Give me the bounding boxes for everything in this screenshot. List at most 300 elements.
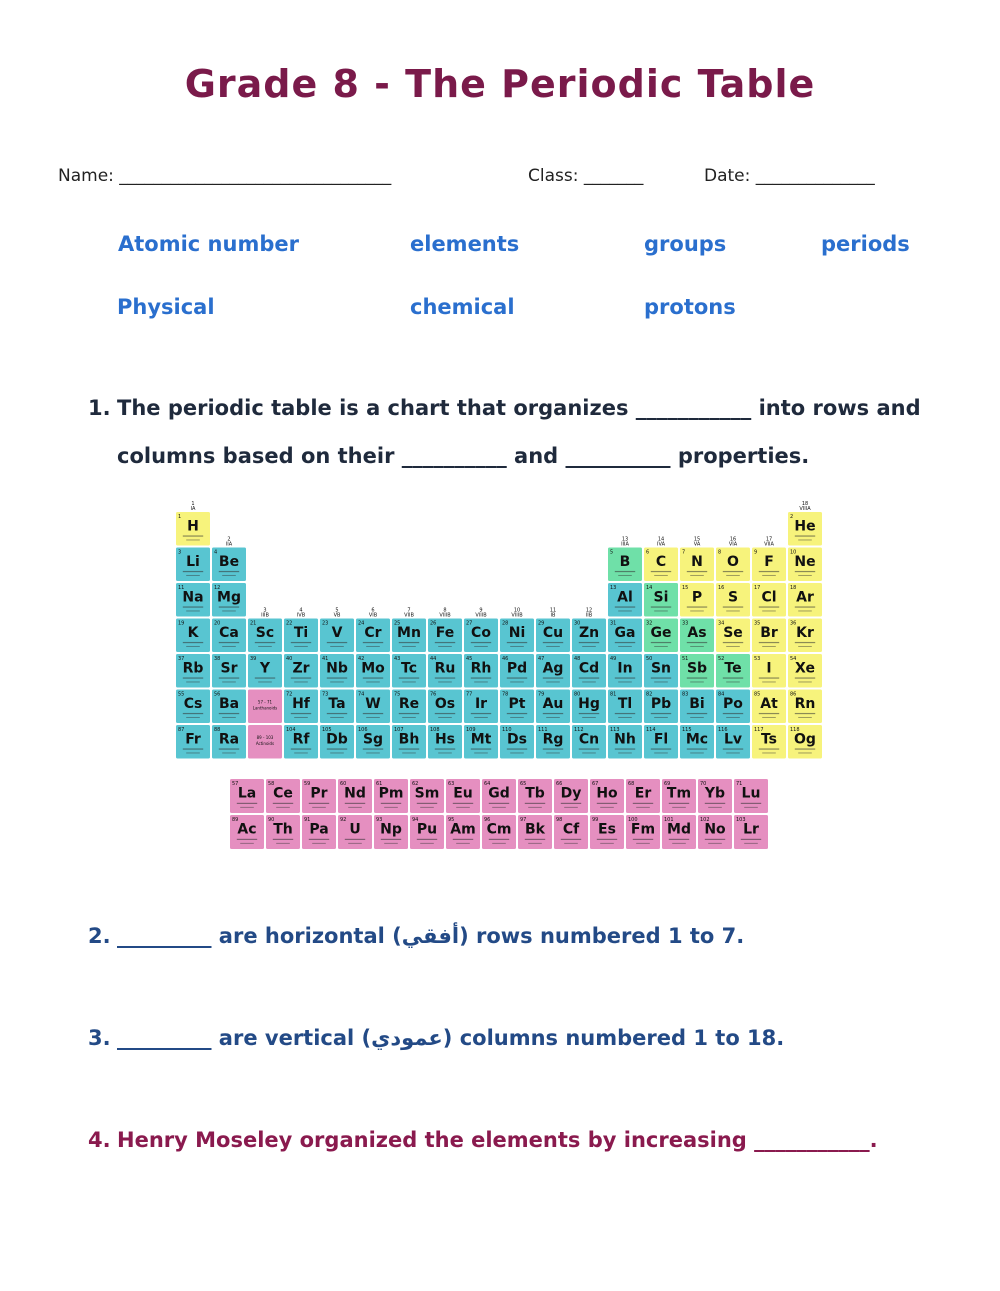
element-name-line (291, 748, 311, 749)
element-weight-line (744, 843, 758, 844)
element-name-line (525, 803, 545, 804)
atomic-number: 97 (520, 817, 527, 823)
element-symbol: U (349, 821, 361, 838)
element-name-line (651, 677, 671, 678)
element-name-line (579, 642, 599, 643)
element-symbol: Np (380, 821, 402, 838)
element-name-line (795, 535, 815, 536)
element-weight-line (348, 843, 362, 844)
element-name-line (795, 571, 815, 572)
element-cell-cl (752, 583, 786, 617)
atomic-number: 10 (790, 549, 797, 556)
element-weight-line (366, 646, 380, 647)
element-weight-line (654, 610, 668, 611)
element-cell-ag (536, 654, 570, 688)
group-label: 1 (191, 501, 195, 507)
element-symbol: S (727, 589, 739, 606)
atomic-number: 4 (214, 549, 218, 556)
group-label: 11 (549, 607, 557, 614)
element-weight-line (384, 807, 398, 808)
atomic-number: 38 (214, 656, 221, 662)
element-cell-rg (536, 725, 570, 759)
atomic-number: 55 (178, 691, 185, 698)
element-symbol: O (727, 553, 739, 570)
element-name-line (651, 642, 671, 643)
element-name-line (327, 713, 347, 714)
element-name-line (597, 803, 617, 804)
element-weight-line (618, 646, 632, 647)
word-bank-item: Atomic number (118, 232, 299, 256)
date-field[interactable]: Date: ______________ (704, 166, 875, 186)
element-weight-line (312, 843, 326, 844)
element-name-line (489, 839, 509, 840)
element-weight-line (708, 843, 722, 844)
element-symbol: Re (398, 695, 420, 712)
element-weight-line (330, 681, 344, 682)
atomic-number: 99 (592, 817, 599, 823)
element-name-line (525, 839, 545, 840)
atomic-number: 102 (700, 817, 710, 823)
element-symbol: Lv (723, 731, 743, 748)
element-weight-line (636, 843, 650, 844)
atomic-number: 96 (484, 817, 491, 823)
element-symbol: Zr (292, 660, 310, 677)
element-name-line (795, 642, 815, 643)
element-name-line (579, 713, 599, 714)
element-weight-line (294, 752, 308, 753)
element-weight-line (330, 717, 344, 718)
atomic-number: 8 (718, 549, 722, 556)
element-symbol: Ne (794, 553, 816, 570)
atomic-number: 90 (268, 817, 275, 823)
group-label: VIIIB (511, 612, 523, 619)
element-name-line (543, 677, 563, 678)
atomic-number: 72 (286, 691, 293, 698)
group-label: IVA (657, 541, 665, 548)
element-cell-sm (410, 779, 444, 813)
element-weight-line (690, 717, 704, 718)
class-field[interactable]: Class: _______ (528, 166, 644, 186)
element-name-line (381, 839, 401, 840)
question-1-line-1 (88, 396, 921, 420)
question-1-line-2: columns based on their __________ and __________ properties. (117, 444, 810, 468)
question-number: 1. (88, 396, 111, 420)
element-cell-ar (788, 583, 822, 617)
element-cell-sr (212, 654, 246, 688)
element-name-line (759, 713, 779, 714)
element-symbol: Cm (486, 821, 512, 838)
element-cell-hg (572, 690, 606, 724)
element-weight-line (492, 843, 506, 844)
element-weight-line (438, 752, 452, 753)
atomic-number: 84 (718, 691, 725, 698)
element-weight-line (726, 575, 740, 576)
element-name-line (453, 839, 473, 840)
group-label: 3 (263, 607, 267, 614)
element-symbol: Sb (686, 660, 708, 677)
element-cell-in (608, 654, 642, 688)
element-symbol: Fr (185, 731, 201, 748)
element-name-line (795, 677, 815, 678)
element-name-line (543, 713, 563, 714)
element-name-line (381, 803, 401, 804)
element-cell-zr (284, 654, 318, 688)
atomic-number: 95 (448, 817, 455, 823)
element-name-line (435, 748, 455, 749)
atomic-number: 16 (718, 585, 725, 591)
atomic-number: 5 (610, 549, 614, 556)
element-symbol: Br (760, 624, 778, 641)
element-name-line (399, 713, 419, 714)
element-weight-line (654, 681, 668, 682)
element-cell-k (176, 619, 210, 653)
element-weight-line (258, 646, 272, 647)
element-weight-line (798, 646, 812, 647)
group-label: 16 (729, 536, 737, 543)
element-symbol: Y (259, 660, 271, 677)
element-symbol: Au (542, 695, 564, 712)
atomic-number: 18 (790, 585, 797, 591)
element-cell-yb (698, 779, 732, 813)
element-cell-sb (680, 654, 714, 688)
atomic-number: 17 (754, 585, 761, 591)
element-weight-line (618, 717, 632, 718)
element-symbol: Ag (542, 660, 564, 677)
element-weight-line (600, 843, 614, 844)
group-label: VB (333, 612, 341, 619)
element-cell-cd (572, 654, 606, 688)
atomic-number: 32 (646, 620, 653, 627)
element-weight-line (474, 717, 488, 718)
element-name-line (723, 606, 743, 607)
atomic-number: 80 (574, 691, 581, 698)
element-name-line (705, 839, 725, 840)
element-weight-line (276, 843, 290, 844)
atomic-number: 23 (322, 620, 329, 627)
group-label: 15 (693, 536, 701, 543)
element-symbol: Pr (310, 785, 328, 802)
element-cell-mt (464, 725, 498, 759)
element-symbol: Cr (364, 624, 382, 641)
question-3 (88, 1026, 784, 1050)
element-weight-line (474, 646, 488, 647)
element-cell-ds (500, 725, 534, 759)
element-cell-la (230, 779, 264, 813)
element-name-line (507, 748, 527, 749)
element-weight-line (564, 807, 578, 808)
atomic-number: 113 (610, 727, 620, 733)
element-weight-line (690, 646, 704, 647)
atomic-number: 25 (394, 620, 401, 627)
element-symbol: Fe (435, 624, 455, 641)
element-weight-line (762, 717, 776, 718)
element-symbol: Ca (219, 624, 239, 641)
question-text: _________ are horizontal (أفقي) rows numbered 1 to 7. (117, 924, 745, 948)
element-name-line (543, 642, 563, 643)
element-name-line (723, 748, 743, 749)
group-label: 8 (443, 607, 447, 614)
atomic-number: 54 (790, 656, 797, 662)
atomic-number: 30 (574, 620, 581, 627)
word-bank-item: protons (644, 295, 736, 319)
element-symbol: Ba (218, 695, 240, 712)
element-name-line (327, 677, 347, 678)
element-weight-line (798, 717, 812, 718)
atomic-number: 116 (718, 727, 728, 733)
element-cell-fl (644, 725, 678, 759)
element-name-line (615, 642, 635, 643)
element-name-line (507, 642, 527, 643)
element-cell-rh (464, 654, 498, 688)
atomic-number: 50 (646, 656, 653, 662)
element-name-line (219, 606, 239, 607)
element-name-line (273, 839, 293, 840)
atomic-number: 65 (520, 781, 527, 787)
element-name-line (435, 713, 455, 714)
element-symbol: Es (598, 821, 616, 838)
element-name-line (219, 571, 239, 572)
element-name-line (183, 606, 203, 607)
element-name-line (345, 839, 365, 840)
element-name-line (723, 642, 743, 643)
element-symbol: Hg (578, 695, 600, 712)
element-weight-line (618, 681, 632, 682)
element-symbol: Ru (434, 660, 456, 677)
element-weight-line (186, 646, 200, 647)
element-weight-line (762, 646, 776, 647)
element-weight-line (438, 681, 452, 682)
element-symbol: Pt (508, 695, 526, 712)
element-name-line (255, 677, 275, 678)
element-name-line (219, 748, 239, 749)
atomic-number: 41 (322, 656, 329, 662)
element-cell-th (266, 815, 300, 849)
element-cell-i (752, 654, 786, 688)
element-symbol: Ni (508, 624, 526, 641)
atomic-number: 7 (682, 549, 686, 556)
element-cell-lu (734, 779, 768, 813)
atomic-number: 88 (214, 727, 221, 733)
atomic-number: 9 (754, 549, 758, 556)
element-weight-line (510, 717, 524, 718)
element-weight-line (384, 843, 398, 844)
atomic-number: 101 (664, 817, 674, 823)
group-label: VIIIA (799, 506, 811, 512)
element-cell-mn (392, 619, 426, 653)
element-weight-line (726, 610, 740, 611)
element-weight-line (528, 843, 542, 844)
question-number: 4. (88, 1128, 111, 1152)
group-label: 5 (335, 607, 339, 614)
element-name-line (183, 535, 203, 536)
element-cell-he (788, 512, 822, 546)
element-symbol: Os (434, 695, 456, 712)
atomic-number: 12 (214, 585, 221, 591)
atomic-number: 27 (466, 620, 473, 627)
element-cell-nb (320, 654, 354, 688)
atomic-number: 53 (754, 656, 761, 662)
element-weight-line (582, 681, 596, 682)
element-cell-pb (644, 690, 678, 724)
element-cell-as (680, 619, 714, 653)
element-weight-line (492, 807, 506, 808)
element-symbol: Ds (507, 731, 527, 748)
atomic-number: 69 (664, 781, 671, 787)
element-weight-line (762, 681, 776, 682)
element-cell-db (320, 725, 354, 759)
atomic-number: 49 (610, 656, 617, 662)
element-symbol: As (687, 624, 707, 641)
element-symbol: Tb (525, 785, 545, 802)
atomic-number: 75 (394, 691, 401, 698)
atomic-number: 79 (538, 691, 545, 698)
element-name-line (273, 803, 293, 804)
periodic-table-svg (176, 496, 824, 856)
element-name-line (309, 803, 329, 804)
group-label: 6 (371, 607, 375, 614)
element-name-line (399, 642, 419, 643)
atomic-number: 1 (178, 514, 182, 520)
element-cell-fm (626, 815, 660, 849)
atomic-number: 118 (790, 727, 800, 733)
atomic-number: 111 (538, 727, 548, 733)
element-cell-co (464, 619, 498, 653)
atomic-number: 100 (628, 817, 638, 823)
element-symbol: Se (723, 624, 743, 641)
element-symbol: Dy (560, 785, 582, 802)
group-label: VIIA (764, 541, 774, 548)
element-weight-line (186, 575, 200, 576)
element-name-line (183, 748, 203, 749)
element-cell-cn (572, 725, 606, 759)
element-name-line (687, 713, 707, 714)
element-weight-line (798, 681, 812, 682)
atomic-number: 21 (250, 620, 257, 627)
element-cell-nd (338, 779, 372, 813)
element-symbol: Sn (650, 660, 672, 677)
atomic-number: 29 (538, 620, 545, 627)
element-weight-line (348, 807, 362, 808)
element-weight-line (222, 610, 236, 611)
element-cell-gd (482, 779, 516, 813)
element-cell-cu (536, 619, 570, 653)
element-name-line (219, 677, 239, 678)
element-weight-line (582, 646, 596, 647)
element-symbol: Co (471, 624, 491, 641)
element-name-line (435, 642, 455, 643)
element-weight-line (222, 681, 236, 682)
placeholder-label: 57 - 71 (257, 699, 273, 705)
word-bank-item: elements (410, 232, 520, 256)
element-name-line (705, 803, 725, 804)
element-symbol: La (237, 785, 257, 802)
element-name-line (687, 606, 707, 607)
element-cell-md (662, 815, 696, 849)
element-name-line (579, 677, 599, 678)
element-name-line (615, 748, 635, 749)
element-name-line (687, 571, 707, 572)
element-symbol: Ir (474, 695, 488, 712)
element-cell-p (680, 583, 714, 617)
atomic-number: 31 (610, 620, 617, 627)
element-symbol: Ti (293, 624, 309, 641)
element-symbol: Db (326, 731, 348, 748)
element-cell-tb (518, 779, 552, 813)
group-label: IIA (225, 541, 233, 548)
atomic-number: 85 (754, 691, 761, 698)
element-cell-f (752, 548, 786, 582)
element-cell-re (392, 690, 426, 724)
group-label: VIIIB (475, 612, 487, 619)
element-name-line (759, 606, 779, 607)
element-name-line (471, 713, 491, 714)
element-weight-line (222, 717, 236, 718)
atomic-number: 82 (646, 691, 653, 698)
name-field[interactable]: Name: ________________________________ (58, 166, 392, 186)
element-symbol: Ra (218, 731, 240, 748)
element-weight-line (798, 752, 812, 753)
atomic-number: 45 (466, 656, 473, 662)
element-weight-line (456, 807, 470, 808)
element-cell-b (608, 548, 642, 582)
atomic-number: 3 (178, 549, 182, 556)
atomic-number: 11 (178, 585, 185, 591)
element-weight-line (438, 646, 452, 647)
element-symbol: Cl (761, 589, 777, 606)
element-cell-pt (500, 690, 534, 724)
element-symbol: Bi (689, 695, 705, 712)
element-symbol: Kr (796, 624, 814, 641)
element-weight-line (186, 752, 200, 753)
question-number: 3. (88, 1026, 111, 1050)
element-symbol: Na (182, 589, 204, 606)
question-2 (88, 924, 744, 948)
element-cell-sn (644, 654, 678, 688)
group-label: IIIB (261, 612, 269, 619)
element-cell-lr (734, 815, 768, 849)
element-cell-po (716, 690, 750, 724)
element-name-line (615, 606, 635, 607)
element-cell-mo (356, 654, 390, 688)
element-name-line (615, 713, 635, 714)
element-name-line (795, 713, 815, 714)
element-weight-line (744, 807, 758, 808)
element-cell-mc (680, 725, 714, 759)
element-name-line (417, 803, 437, 804)
element-symbol: Bh (398, 731, 420, 748)
element-name-line (435, 677, 455, 678)
element-weight-line (690, 752, 704, 753)
atomic-number: 20 (214, 620, 221, 627)
element-name-line (561, 839, 581, 840)
placeholder-label: 89 - 103 (256, 735, 274, 740)
element-cell-ga (608, 619, 642, 653)
element-cell-ra (212, 725, 246, 759)
element-symbol: Ge (650, 624, 672, 641)
element-name-line (687, 642, 707, 643)
element-cell-eu (446, 779, 480, 813)
atomic-number: 115 (682, 727, 692, 733)
element-cell-kr (788, 619, 822, 653)
element-cell-li (176, 548, 210, 582)
element-cell-np (374, 815, 408, 849)
atomic-number: 71 (736, 781, 743, 787)
atomic-number: 58 (268, 781, 275, 787)
element-symbol: Lu (741, 785, 761, 802)
element-cell-mg (212, 583, 246, 617)
atomic-number: 36 (790, 620, 797, 627)
element-cell-se (716, 619, 750, 653)
